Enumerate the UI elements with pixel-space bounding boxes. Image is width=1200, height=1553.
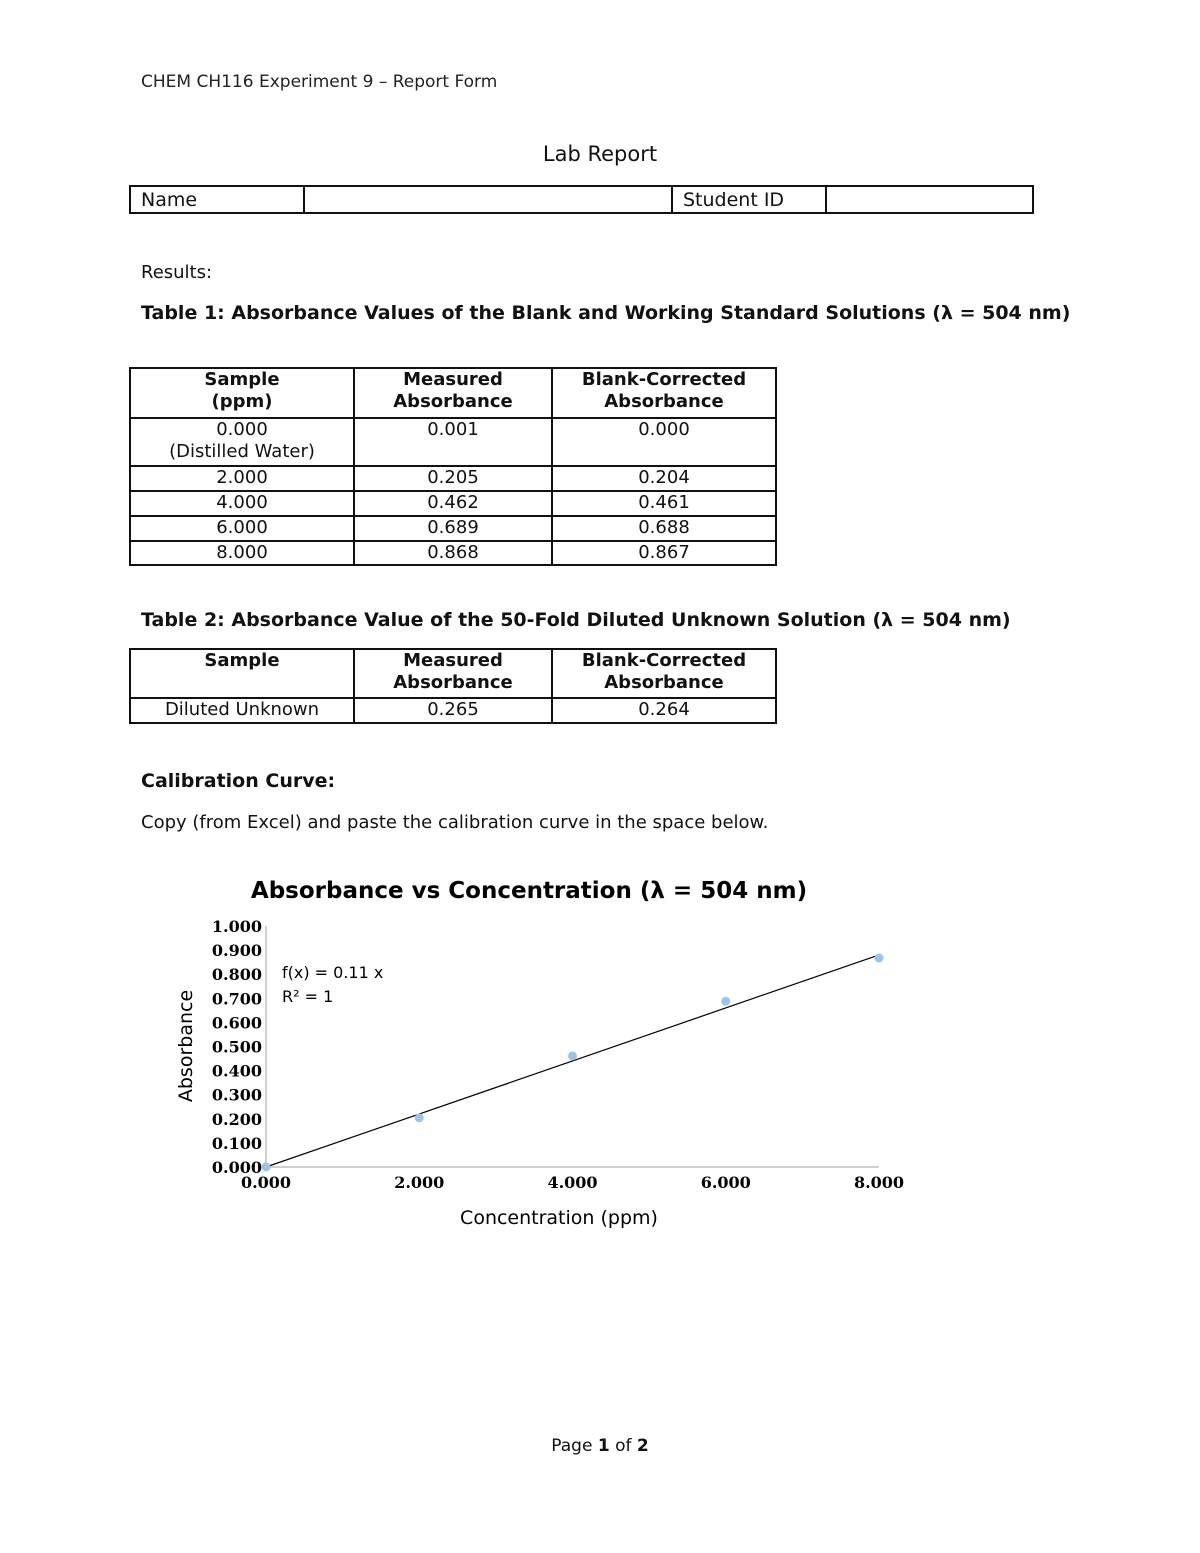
sample-cell: 2.000 xyxy=(130,466,354,491)
data-point xyxy=(875,954,884,963)
table-row xyxy=(130,418,776,466)
x-tick-label: 8.000 xyxy=(853,1173,905,1192)
table1-header-corrected: Blank-Corrected Absorbance xyxy=(552,368,776,418)
table-row xyxy=(130,516,776,541)
chart-title: Absorbance vs Concentration (λ = 504 nm) xyxy=(250,878,808,904)
measured-cell: 0.265 xyxy=(354,698,552,723)
name-field[interactable] xyxy=(304,186,672,213)
measured-cell: 0.001 xyxy=(354,418,552,466)
table2-caption: Table 2: Absorbance Value of the 50-Fold Diluted Unknown Solution (λ = 504 nm) xyxy=(141,609,1011,631)
data-point xyxy=(415,1113,424,1122)
table2 xyxy=(129,648,777,724)
table-row xyxy=(130,491,776,516)
table1-header-measured: Measured Absorbance xyxy=(354,368,552,418)
data-point xyxy=(568,1051,577,1060)
measured-cell: 0.462 xyxy=(354,491,552,516)
y-tick-label: 0.000 xyxy=(211,1158,262,1177)
y-tick-label: 0.400 xyxy=(211,1061,262,1081)
measured-cell: 0.868 xyxy=(354,541,552,565)
sample-cell: 6.000 xyxy=(130,516,354,541)
x-tick-label: 2.000 xyxy=(394,1173,445,1192)
trendline-equation: f(x) = 0.11 x xyxy=(282,963,384,982)
corrected-cell: 0.000 xyxy=(552,418,776,466)
data-point xyxy=(262,1163,271,1172)
table-row xyxy=(130,698,776,723)
sample-cell: 0.000 (Distilled Water) xyxy=(130,418,354,466)
y-tick-label: 0.500 xyxy=(211,1037,262,1057)
y-tick-label: 0.900 xyxy=(211,941,262,961)
data-point xyxy=(721,997,730,1006)
page-footer: Page 1 of 2 xyxy=(551,1436,649,1456)
corrected-cell: 0.461 xyxy=(552,491,776,516)
x-tick-label: 4.000 xyxy=(547,1173,598,1192)
sample-cell: 8.000 xyxy=(130,541,354,565)
current-page: 1 xyxy=(597,1436,610,1456)
y-tick-label: 0.600 xyxy=(211,1013,262,1033)
results-label: Results: xyxy=(141,262,213,283)
table2-header-measured: Measured Absorbance xyxy=(354,649,552,698)
calibration-chart xyxy=(0,860,1200,1250)
student-id-label: Student ID xyxy=(672,186,826,213)
page-title: Lab Report xyxy=(542,142,658,166)
sample-cell: Diluted Unknown xyxy=(130,698,354,723)
table1-header-sample: Sample (ppm) xyxy=(130,368,354,418)
total-pages: 2 xyxy=(636,1436,649,1456)
table-row xyxy=(130,466,776,491)
y-tick-label: 0.700 xyxy=(211,989,262,1009)
table2-header-sample: Sample xyxy=(130,649,354,698)
table2-header-corrected: Blank-Corrected Absorbance xyxy=(552,649,776,698)
y-tick-label: 0.800 xyxy=(211,965,262,985)
y-tick-label: 0.100 xyxy=(211,1133,262,1153)
trendline-r-squared: R² = 1 xyxy=(282,987,334,1006)
x-axis-label: Concentration (ppm) xyxy=(460,1207,658,1229)
corrected-cell: 0.688 xyxy=(552,516,776,541)
y-tick-label: 1.000 xyxy=(211,917,262,936)
name-label: Name xyxy=(130,186,304,213)
measured-cell: 0.689 xyxy=(354,516,552,541)
student-id-field[interactable] xyxy=(826,186,1033,213)
name-id-table xyxy=(129,185,1034,214)
corrected-cell: 0.867 xyxy=(552,541,776,565)
y-tick-label: 0.300 xyxy=(211,1085,262,1105)
table-row xyxy=(130,541,776,565)
table2-header-row xyxy=(130,649,776,698)
table1 xyxy=(129,367,777,566)
y-axis-label: Absorbance xyxy=(175,989,197,1103)
table1-caption: Table 1: Absorbance Values of the Blank and Working Standard Solutions (λ = 504 nm) xyxy=(141,302,1071,324)
calibration-heading: Calibration Curve: xyxy=(141,770,336,792)
trendline xyxy=(266,955,879,1167)
calibration-instruction: Copy (from Excel) and paste the calibration curve in the space below. xyxy=(141,812,769,833)
measured-cell: 0.205 xyxy=(354,466,552,491)
table1-header-row xyxy=(130,368,776,418)
page-header: CHEM CH116 Experiment 9 – Report Form xyxy=(141,72,498,92)
corrected-cell: 0.204 xyxy=(552,466,776,491)
corrected-cell: 0.264 xyxy=(552,698,776,723)
x-tick-label: 6.000 xyxy=(700,1173,751,1192)
sample-cell: 4.000 xyxy=(130,491,354,516)
x-tick-label: 0.000 xyxy=(240,1173,292,1192)
y-tick-label: 0.200 xyxy=(211,1109,262,1129)
